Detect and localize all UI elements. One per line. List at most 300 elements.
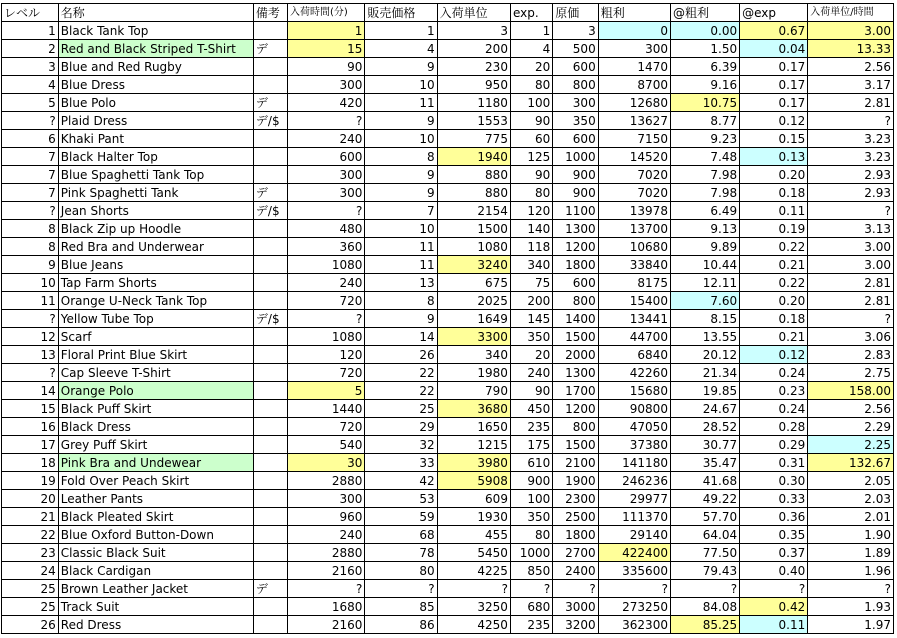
cell-profit-per[interactable]: 6.49 bbox=[670, 202, 739, 220]
cell-exp[interactable]: 100 bbox=[510, 490, 552, 508]
cell-profit[interactable]: 246236 bbox=[598, 472, 670, 490]
cell-profit[interactable]: ? bbox=[598, 580, 670, 598]
cell-cost[interactable]: 2000 bbox=[553, 346, 598, 364]
cell-arrival-time[interactable]: 30 bbox=[287, 454, 364, 472]
cell-unit-per-hour[interactable]: 2.29 bbox=[808, 418, 894, 436]
cell-profit[interactable]: 15680 bbox=[598, 382, 670, 400]
cell-level[interactable]: 18 bbox=[2, 454, 59, 472]
cell-sale-price[interactable]: 32 bbox=[365, 436, 437, 454]
cell-exp[interactable]: ? bbox=[510, 580, 552, 598]
cell-profit[interactable]: 422400 bbox=[598, 544, 670, 562]
cell-unit-per-hour[interactable]: 2.75 bbox=[808, 364, 894, 382]
cell-arrival-unit[interactable]: 5908 bbox=[437, 472, 510, 490]
cell-profit[interactable]: 300 bbox=[598, 40, 670, 58]
cell-exp[interactable]: 4 bbox=[510, 40, 552, 58]
cell-profit-per[interactable]: 64.04 bbox=[670, 526, 739, 544]
cell-sale-price[interactable]: ? bbox=[365, 580, 437, 598]
cell-sale-price[interactable]: 11 bbox=[365, 94, 437, 112]
cell-note[interactable]: デ/$ bbox=[253, 310, 287, 328]
cell-sale-price[interactable]: 14 bbox=[365, 328, 437, 346]
cell-arrival-unit[interactable]: 3250 bbox=[437, 598, 510, 616]
cell-sale-price[interactable]: 80 bbox=[365, 562, 437, 580]
cell-exp[interactable]: 90 bbox=[510, 382, 552, 400]
cell-unit-per-hour[interactable]: 1.97 bbox=[808, 616, 894, 634]
cell-name[interactable]: Track Suit bbox=[58, 598, 253, 616]
cell-sale-price[interactable]: 8 bbox=[365, 148, 437, 166]
cell-note[interactable] bbox=[253, 616, 287, 634]
cell-profit-per[interactable]: 6.39 bbox=[670, 58, 739, 76]
cell-profit[interactable]: 362300 bbox=[598, 616, 670, 634]
cell-arrival-time[interactable]: 420 bbox=[287, 94, 364, 112]
cell-exp-per[interactable]: 0.19 bbox=[740, 220, 808, 238]
cell-unit-per-hour[interactable]: 2.81 bbox=[808, 94, 894, 112]
cell-arrival-time[interactable]: 2880 bbox=[287, 472, 364, 490]
cell-level[interactable]: 7 bbox=[2, 166, 59, 184]
cell-cost[interactable]: 3000 bbox=[553, 598, 598, 616]
cell-exp-per[interactable]: 0.11 bbox=[740, 616, 808, 634]
cell-name[interactable]: Black Tank Top bbox=[58, 22, 253, 40]
cell-exp[interactable]: 145 bbox=[510, 310, 552, 328]
cell-profit-per[interactable]: 84.08 bbox=[670, 598, 739, 616]
cell-profit[interactable]: 15400 bbox=[598, 292, 670, 310]
cell-exp-per[interactable]: 0.24 bbox=[740, 364, 808, 382]
cell-level[interactable]: ? bbox=[2, 310, 59, 328]
cell-note[interactable] bbox=[253, 292, 287, 310]
cell-profit-per[interactable]: 28.52 bbox=[670, 418, 739, 436]
cell-cost[interactable]: 900 bbox=[553, 166, 598, 184]
cell-note[interactable]: デ bbox=[253, 580, 287, 598]
cell-profit-per[interactable]: 35.47 bbox=[670, 454, 739, 472]
cell-level[interactable]: 10 bbox=[2, 274, 59, 292]
cell-exp[interactable]: 450 bbox=[510, 400, 552, 418]
cell-note[interactable] bbox=[253, 328, 287, 346]
cell-arrival-time[interactable]: 300 bbox=[287, 166, 364, 184]
cell-level[interactable]: 24 bbox=[2, 562, 59, 580]
cell-unit-per-hour[interactable]: 2.81 bbox=[808, 274, 894, 292]
cell-arrival-unit[interactable]: 1080 bbox=[437, 238, 510, 256]
cell-note[interactable] bbox=[253, 22, 287, 40]
cell-note[interactable] bbox=[253, 490, 287, 508]
cell-name[interactable]: Blue Dress bbox=[58, 76, 253, 94]
cell-unit-per-hour[interactable]: 2.01 bbox=[808, 508, 894, 526]
cell-exp-per[interactable]: 0.33 bbox=[740, 490, 808, 508]
cell-level[interactable]: ? bbox=[2, 364, 59, 382]
cell-name[interactable]: Blue Jeans bbox=[58, 256, 253, 274]
cell-exp[interactable]: 20 bbox=[510, 58, 552, 76]
cell-exp[interactable]: 610 bbox=[510, 454, 552, 472]
cell-note[interactable] bbox=[253, 76, 287, 94]
cell-unit-per-hour[interactable]: 1.89 bbox=[808, 544, 894, 562]
cell-cost[interactable]: 1800 bbox=[553, 256, 598, 274]
cell-arrival-time[interactable]: 1440 bbox=[287, 400, 364, 418]
cell-sale-price[interactable]: 29 bbox=[365, 418, 437, 436]
cell-name[interactable]: Orange Polo bbox=[58, 382, 253, 400]
cell-arrival-unit[interactable]: 3980 bbox=[437, 454, 510, 472]
cell-unit-per-hour[interactable]: 3.00 bbox=[808, 238, 894, 256]
cell-arrival-time[interactable]: ? bbox=[287, 112, 364, 130]
cell-arrival-time[interactable]: 240 bbox=[287, 274, 364, 292]
cell-exp[interactable]: 140 bbox=[510, 220, 552, 238]
cell-unit-per-hour[interactable]: 2.83 bbox=[808, 346, 894, 364]
cell-note[interactable]: デ bbox=[253, 184, 287, 202]
cell-profit-per[interactable]: 24.67 bbox=[670, 400, 739, 418]
cell-note[interactable] bbox=[253, 148, 287, 166]
cell-sale-price[interactable]: 11 bbox=[365, 238, 437, 256]
cell-exp[interactable]: 340 bbox=[510, 256, 552, 274]
cell-name[interactable]: Blue and Red Rugby bbox=[58, 58, 253, 76]
cell-unit-per-hour[interactable]: 1.93 bbox=[808, 598, 894, 616]
cell-arrival-time[interactable]: 720 bbox=[287, 364, 364, 382]
cell-level[interactable]: 13 bbox=[2, 346, 59, 364]
header-name[interactable]: 名称 bbox=[58, 4, 253, 22]
cell-arrival-time[interactable]: 480 bbox=[287, 220, 364, 238]
cell-cost[interactable]: 300 bbox=[553, 94, 598, 112]
cell-arrival-unit[interactable]: 775 bbox=[437, 130, 510, 148]
cell-name[interactable]: Pink Bra and Undewear bbox=[58, 454, 253, 472]
cell-sale-price[interactable]: 9 bbox=[365, 58, 437, 76]
cell-name[interactable]: Red Dress bbox=[58, 616, 253, 634]
cell-cost[interactable]: 900 bbox=[553, 184, 598, 202]
cell-profit-per[interactable]: 19.85 bbox=[670, 382, 739, 400]
cell-level[interactable]: ? bbox=[2, 202, 59, 220]
cell-profit[interactable]: 47050 bbox=[598, 418, 670, 436]
cell-arrival-time[interactable]: 1 bbox=[287, 22, 364, 40]
cell-unit-per-hour[interactable]: ? bbox=[808, 580, 894, 598]
cell-profit-per[interactable]: 0.00 bbox=[670, 22, 739, 40]
cell-sale-price[interactable]: 1 bbox=[365, 22, 437, 40]
cell-sale-price[interactable]: 53 bbox=[365, 490, 437, 508]
cell-sale-price[interactable]: 10 bbox=[365, 220, 437, 238]
cell-profit-per[interactable]: 30.77 bbox=[670, 436, 739, 454]
cell-sale-price[interactable]: 8 bbox=[365, 292, 437, 310]
cell-exp[interactable]: 1000 bbox=[510, 544, 552, 562]
cell-unit-per-hour[interactable]: 3.17 bbox=[808, 76, 894, 94]
cell-sale-price[interactable]: 22 bbox=[365, 364, 437, 382]
header-level[interactable]: レベル bbox=[2, 4, 59, 22]
cell-level[interactable]: 6 bbox=[2, 130, 59, 148]
cell-sale-price[interactable]: 4 bbox=[365, 40, 437, 58]
cell-note[interactable] bbox=[253, 418, 287, 436]
header-note[interactable]: 備考 bbox=[253, 4, 287, 22]
cell-profit[interactable]: 14520 bbox=[598, 148, 670, 166]
cell-cost[interactable]: 1500 bbox=[553, 328, 598, 346]
cell-note[interactable]: デ/$ bbox=[253, 112, 287, 130]
cell-note[interactable] bbox=[253, 130, 287, 148]
cell-cost[interactable]: 1900 bbox=[553, 472, 598, 490]
cell-profit[interactable]: 13978 bbox=[598, 202, 670, 220]
cell-arrival-unit[interactable]: 1180 bbox=[437, 94, 510, 112]
cell-level[interactable]: 4 bbox=[2, 76, 59, 94]
cell-arrival-unit[interactable]: 3680 bbox=[437, 400, 510, 418]
cell-note[interactable] bbox=[253, 382, 287, 400]
cell-level[interactable]: 20 bbox=[2, 490, 59, 508]
cell-arrival-unit[interactable]: 2025 bbox=[437, 292, 510, 310]
cell-arrival-unit[interactable]: 1649 bbox=[437, 310, 510, 328]
cell-unit-per-hour[interactable]: ? bbox=[808, 202, 894, 220]
cell-arrival-time[interactable]: 720 bbox=[287, 292, 364, 310]
cell-cost[interactable]: 1100 bbox=[553, 202, 598, 220]
cell-profit[interactable]: 42260 bbox=[598, 364, 670, 382]
cell-profit-per[interactable]: 8.15 bbox=[670, 310, 739, 328]
cell-profit[interactable]: 8700 bbox=[598, 76, 670, 94]
cell-exp[interactable]: 90 bbox=[510, 112, 552, 130]
cell-cost[interactable]: 3 bbox=[553, 22, 598, 40]
cell-arrival-time[interactable]: ? bbox=[287, 202, 364, 220]
cell-cost[interactable]: 800 bbox=[553, 76, 598, 94]
cell-exp-per[interactable]: 0.18 bbox=[740, 310, 808, 328]
cell-profit[interactable]: 7020 bbox=[598, 166, 670, 184]
cell-exp-per[interactable]: 0.42 bbox=[740, 598, 808, 616]
cell-arrival-time[interactable]: 540 bbox=[287, 436, 364, 454]
cell-exp-per[interactable]: 0.04 bbox=[740, 40, 808, 58]
cell-level[interactable]: 7 bbox=[2, 148, 59, 166]
cell-note[interactable]: デ bbox=[253, 94, 287, 112]
cell-name[interactable]: Blue Oxford Button-Down bbox=[58, 526, 253, 544]
cell-exp-per[interactable]: ? bbox=[740, 580, 808, 598]
cell-exp[interactable]: 200 bbox=[510, 292, 552, 310]
cell-name[interactable]: Brown Leather Jacket bbox=[58, 580, 253, 598]
header-profit[interactable]: 粗利 bbox=[598, 4, 670, 22]
cell-arrival-unit[interactable]: 230 bbox=[437, 58, 510, 76]
header-arrival-unit[interactable]: 入荷単位 bbox=[437, 4, 510, 22]
cell-exp[interactable]: 850 bbox=[510, 562, 552, 580]
cell-sale-price[interactable]: 22 bbox=[365, 382, 437, 400]
cell-exp[interactable]: 118 bbox=[510, 238, 552, 256]
cell-level[interactable]: 23 bbox=[2, 544, 59, 562]
cell-exp-per[interactable]: 0.24 bbox=[740, 400, 808, 418]
cell-unit-per-hour[interactable]: 158.00 bbox=[808, 382, 894, 400]
cell-arrival-unit[interactable]: 1553 bbox=[437, 112, 510, 130]
cell-profit-per[interactable]: 49.22 bbox=[670, 490, 739, 508]
cell-name[interactable]: Classic Black Suit bbox=[58, 544, 253, 562]
cell-level[interactable]: 19 bbox=[2, 472, 59, 490]
cell-profit[interactable]: 7150 bbox=[598, 130, 670, 148]
cell-cost[interactable]: 1000 bbox=[553, 148, 598, 166]
cell-note[interactable] bbox=[253, 508, 287, 526]
header-unit-per-hour[interactable]: 入荷単位/時間 bbox=[808, 4, 894, 22]
cell-arrival-unit[interactable]: 1930 bbox=[437, 508, 510, 526]
cell-arrival-unit[interactable]: 200 bbox=[437, 40, 510, 58]
cell-exp[interactable]: 20 bbox=[510, 346, 552, 364]
cell-unit-per-hour[interactable]: 2.56 bbox=[808, 400, 894, 418]
cell-sale-price[interactable]: 42 bbox=[365, 472, 437, 490]
cell-sale-price[interactable]: 59 bbox=[365, 508, 437, 526]
cell-name[interactable]: Black Puff Skirt bbox=[58, 400, 253, 418]
cell-unit-per-hour[interactable]: 3.23 bbox=[808, 130, 894, 148]
cell-sale-price[interactable]: 10 bbox=[365, 130, 437, 148]
cell-unit-per-hour[interactable]: 2.93 bbox=[808, 184, 894, 202]
cell-cost[interactable]: 600 bbox=[553, 130, 598, 148]
cell-arrival-time[interactable]: 2880 bbox=[287, 544, 364, 562]
cell-cost[interactable]: 350 bbox=[553, 112, 598, 130]
cell-profit[interactable]: 33840 bbox=[598, 256, 670, 274]
cell-cost[interactable]: 1200 bbox=[553, 238, 598, 256]
cell-sale-price[interactable]: 13 bbox=[365, 274, 437, 292]
cell-name[interactable]: Leather Pants bbox=[58, 490, 253, 508]
cell-cost[interactable]: 1300 bbox=[553, 220, 598, 238]
cell-arrival-time[interactable]: 1080 bbox=[287, 256, 364, 274]
cell-unit-per-hour[interactable]: 3.23 bbox=[808, 148, 894, 166]
cell-profit[interactable]: 6840 bbox=[598, 346, 670, 364]
cell-arrival-unit[interactable]: 950 bbox=[437, 76, 510, 94]
cell-level[interactable]: 17 bbox=[2, 436, 59, 454]
cell-exp[interactable]: 235 bbox=[510, 418, 552, 436]
cell-note[interactable] bbox=[253, 472, 287, 490]
cell-profit[interactable]: 90800 bbox=[598, 400, 670, 418]
cell-cost[interactable]: 600 bbox=[553, 58, 598, 76]
header-sale-price[interactable]: 販売価格 bbox=[365, 4, 437, 22]
cell-unit-per-hour[interactable]: 3.06 bbox=[808, 328, 894, 346]
cell-note[interactable] bbox=[253, 544, 287, 562]
cell-note[interactable] bbox=[253, 256, 287, 274]
cell-arrival-unit[interactable]: 4225 bbox=[437, 562, 510, 580]
cell-level[interactable]: 9 bbox=[2, 256, 59, 274]
cell-cost[interactable]: 800 bbox=[553, 418, 598, 436]
cell-name[interactable]: Orange U-Neck Tank Top bbox=[58, 292, 253, 310]
cell-profit[interactable]: 0 bbox=[598, 22, 670, 40]
cell-exp-per[interactable]: 0.11 bbox=[740, 202, 808, 220]
cell-exp[interactable]: 240 bbox=[510, 364, 552, 382]
cell-profit-per[interactable]: 7.60 bbox=[670, 292, 739, 310]
cell-exp[interactable]: 75 bbox=[510, 274, 552, 292]
cell-note[interactable] bbox=[253, 364, 287, 382]
cell-profit-per[interactable]: 85.25 bbox=[670, 616, 739, 634]
cell-exp-per[interactable]: 0.28 bbox=[740, 418, 808, 436]
cell-name[interactable]: Floral Print Blue Skirt bbox=[58, 346, 253, 364]
cell-unit-per-hour[interactable]: 3.00 bbox=[808, 256, 894, 274]
header-exp-per[interactable]: @exp bbox=[740, 4, 808, 22]
cell-note[interactable]: デ bbox=[253, 40, 287, 58]
cell-level[interactable]: 21 bbox=[2, 508, 59, 526]
cell-sale-price[interactable]: 10 bbox=[365, 76, 437, 94]
cell-cost[interactable]: 2500 bbox=[553, 508, 598, 526]
cell-profit-per[interactable]: 79.43 bbox=[670, 562, 739, 580]
cell-exp[interactable]: 120 bbox=[510, 202, 552, 220]
cell-arrival-time[interactable]: 720 bbox=[287, 418, 364, 436]
cell-arrival-time[interactable]: 300 bbox=[287, 490, 364, 508]
cell-unit-per-hour[interactable]: 2.56 bbox=[808, 58, 894, 76]
header-profit-per[interactable]: @粗利 bbox=[670, 4, 739, 22]
cell-arrival-unit[interactable]: 3 bbox=[437, 22, 510, 40]
cell-profit-per[interactable]: 12.11 bbox=[670, 274, 739, 292]
cell-arrival-time[interactable]: 600 bbox=[287, 148, 364, 166]
cell-exp-per[interactable]: 0.22 bbox=[740, 238, 808, 256]
cell-cost[interactable]: 1500 bbox=[553, 436, 598, 454]
cell-name[interactable]: Black Dress bbox=[58, 418, 253, 436]
cell-sale-price[interactable]: 9 bbox=[365, 112, 437, 130]
cell-sale-price[interactable]: 7 bbox=[365, 202, 437, 220]
cell-exp-per[interactable]: 0.36 bbox=[740, 508, 808, 526]
cell-arrival-time[interactable]: 5 bbox=[287, 382, 364, 400]
cell-profit-per[interactable]: 10.75 bbox=[670, 94, 739, 112]
cell-level[interactable]: 8 bbox=[2, 238, 59, 256]
cell-profit[interactable]: 44700 bbox=[598, 328, 670, 346]
cell-exp-per[interactable]: 0.21 bbox=[740, 328, 808, 346]
cell-exp[interactable]: 60 bbox=[510, 130, 552, 148]
cell-profit-per[interactable]: 9.13 bbox=[670, 220, 739, 238]
cell-exp-per[interactable]: 0.13 bbox=[740, 148, 808, 166]
cell-arrival-unit[interactable]: 790 bbox=[437, 382, 510, 400]
cell-note[interactable] bbox=[253, 274, 287, 292]
cell-exp-per[interactable]: 0.31 bbox=[740, 454, 808, 472]
cell-name[interactable]: Yellow Tube Top bbox=[58, 310, 253, 328]
cell-arrival-time[interactable]: 360 bbox=[287, 238, 364, 256]
cell-level[interactable]: 11 bbox=[2, 292, 59, 310]
cell-unit-per-hour[interactable]: 2.93 bbox=[808, 166, 894, 184]
cell-arrival-time[interactable]: 240 bbox=[287, 130, 364, 148]
cell-exp-per[interactable]: 0.21 bbox=[740, 256, 808, 274]
cell-exp[interactable]: 900 bbox=[510, 472, 552, 490]
cell-name[interactable]: Pink Spaghetti Tank bbox=[58, 184, 253, 202]
cell-profit-per[interactable]: 7.98 bbox=[670, 166, 739, 184]
cell-sale-price[interactable]: 25 bbox=[365, 400, 437, 418]
cell-cost[interactable]: 2300 bbox=[553, 490, 598, 508]
cell-sale-price[interactable]: 11 bbox=[365, 256, 437, 274]
cell-name[interactable]: Blue Polo bbox=[58, 94, 253, 112]
cell-exp-per[interactable]: 0.12 bbox=[740, 346, 808, 364]
cell-level[interactable]: 25 bbox=[2, 598, 59, 616]
cell-profit-per[interactable]: 7.98 bbox=[670, 184, 739, 202]
cell-profit[interactable]: 12680 bbox=[598, 94, 670, 112]
cell-name[interactable]: Black Pleated Skirt bbox=[58, 508, 253, 526]
cell-profit-per[interactable]: 7.48 bbox=[670, 148, 739, 166]
cell-profit[interactable]: 10680 bbox=[598, 238, 670, 256]
cell-name[interactable]: Plaid Dress bbox=[58, 112, 253, 130]
cell-profit-per[interactable]: 9.89 bbox=[670, 238, 739, 256]
cell-cost[interactable]: 3200 bbox=[553, 616, 598, 634]
cell-arrival-time[interactable]: 300 bbox=[287, 76, 364, 94]
cell-arrival-unit[interactable]: 1215 bbox=[437, 436, 510, 454]
cell-level[interactable]: 5 bbox=[2, 94, 59, 112]
cell-name[interactable]: Red and Black Striped T-Shirt bbox=[58, 40, 253, 58]
cell-unit-per-hour[interactable]: ? bbox=[808, 112, 894, 130]
cell-exp[interactable]: 100 bbox=[510, 94, 552, 112]
cell-unit-per-hour[interactable]: ? bbox=[808, 310, 894, 328]
cell-level[interactable]: 3 bbox=[2, 58, 59, 76]
cell-arrival-time[interactable]: 2160 bbox=[287, 616, 364, 634]
cell-name[interactable]: Fold Over Peach Skirt bbox=[58, 472, 253, 490]
cell-cost[interactable]: 2700 bbox=[553, 544, 598, 562]
cell-arrival-unit[interactable]: 1500 bbox=[437, 220, 510, 238]
cell-profit-per[interactable]: 1.50 bbox=[670, 40, 739, 58]
cell-arrival-unit[interactable]: 455 bbox=[437, 526, 510, 544]
cell-name[interactable]: Jean Shorts bbox=[58, 202, 253, 220]
cell-note[interactable] bbox=[253, 166, 287, 184]
cell-cost[interactable]: 800 bbox=[553, 292, 598, 310]
cell-profit[interactable]: 7020 bbox=[598, 184, 670, 202]
cell-arrival-unit[interactable]: 675 bbox=[437, 274, 510, 292]
cell-note[interactable]: デ/$ bbox=[253, 202, 287, 220]
cell-level[interactable]: 14 bbox=[2, 382, 59, 400]
cell-arrival-time[interactable]: 15 bbox=[287, 40, 364, 58]
cell-arrival-time[interactable]: 960 bbox=[287, 508, 364, 526]
header-cost[interactable]: 原価 bbox=[553, 4, 598, 22]
cell-arrival-time[interactable]: 300 bbox=[287, 184, 364, 202]
cell-name[interactable]: Cap Sleeve T-Shirt bbox=[58, 364, 253, 382]
cell-profit[interactable]: 8175 bbox=[598, 274, 670, 292]
cell-level[interactable]: 25 bbox=[2, 580, 59, 598]
cell-profit-per[interactable]: 9.23 bbox=[670, 130, 739, 148]
cell-exp[interactable]: 1 bbox=[510, 22, 552, 40]
cell-arrival-unit[interactable]: 880 bbox=[437, 166, 510, 184]
cell-exp[interactable]: 235 bbox=[510, 616, 552, 634]
cell-note[interactable] bbox=[253, 346, 287, 364]
cell-arrival-unit[interactable]: 880 bbox=[437, 184, 510, 202]
cell-exp-per[interactable]: 0.40 bbox=[740, 562, 808, 580]
cell-cost[interactable]: 1300 bbox=[553, 364, 598, 382]
cell-note[interactable] bbox=[253, 598, 287, 616]
cell-profit[interactable]: 141180 bbox=[598, 454, 670, 472]
